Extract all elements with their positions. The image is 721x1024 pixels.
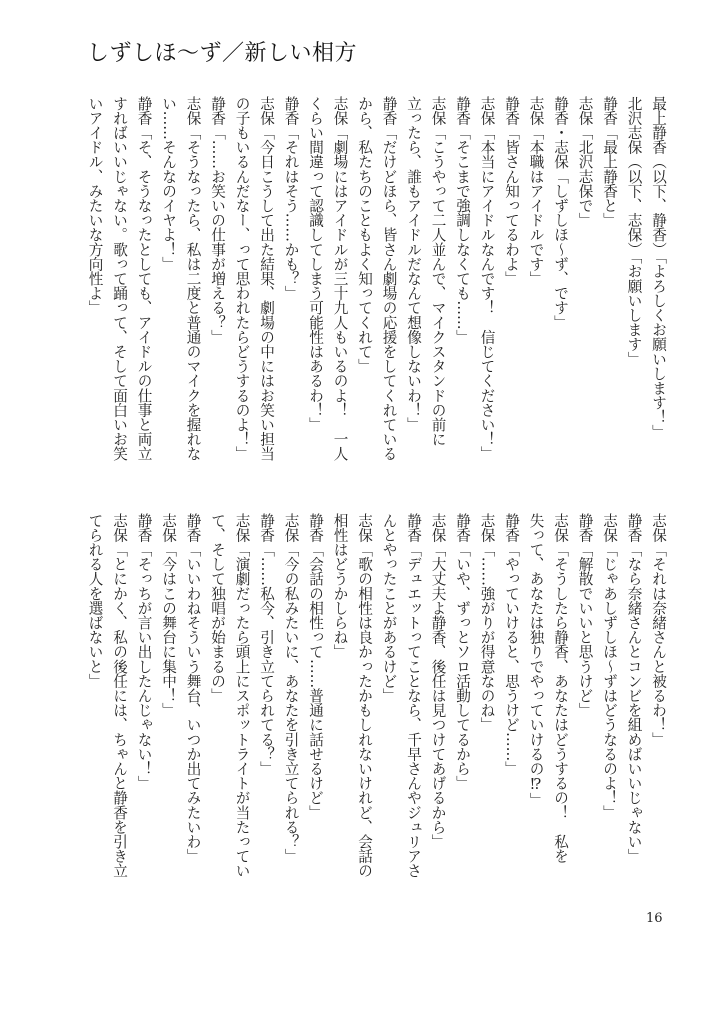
text-line: んとやったことがあるけど」 xyxy=(380,513,398,703)
text-line: 静香「だけどほら、皆さん劇場の応援をしてくれている xyxy=(380,96,398,461)
text-line: 静香「なら奈緒さんとコンビを組めばいいじゃない」 xyxy=(625,513,643,864)
text-line: 静香「解散でいいと思うけど」 xyxy=(576,513,594,718)
text-line: の子もいるんだなー、って思われたらどうするのよ！」 xyxy=(233,96,251,461)
text-line: いアイドル、みたいな方向性よ」 xyxy=(86,96,104,315)
text-line: 静香「そこまで強調しなくても……」 xyxy=(454,96,471,345)
text-line: 最上静香（以下、静香）「よろしくお願いします！」 xyxy=(650,96,667,440)
text-line: 志保「そうしたら静香、あなたはどうするの！ 私を xyxy=(552,513,569,864)
text-line: 静香「そっちが言い出したんじゃない！」 xyxy=(135,513,153,791)
text-line: 静香「……お笑いの仕事が増える？」 xyxy=(209,96,226,345)
text-line: 立ったら、誰もアイドルだなんて想像しないわ！」 xyxy=(405,96,422,432)
page-title: しずしほ〜ず／新しい相方 xyxy=(87,41,358,66)
text-line: 静香「最上静香と」 xyxy=(601,96,618,228)
text-line: 志保「演劇だったら頭上にスポットライトが当たってい xyxy=(233,513,251,878)
text-line: 静香「そ、そうなったとしても、アイドルの仕事と両立 xyxy=(135,96,153,461)
text-line: てられる人を選ばないと」 xyxy=(86,513,104,689)
text-line: い……そんなのイヤよ！」 xyxy=(160,96,177,272)
text-line: 志保「それは奈緒さんと被るわ！」 xyxy=(650,513,667,747)
page-number: 16 xyxy=(646,911,663,926)
text-line: 失って、あなたは独りでやっていけるの⁉」 xyxy=(527,513,545,808)
text-line: 静香「いいわねそういう舞台、いつか出てみたいわ」 xyxy=(184,513,202,864)
text-line: 志保「そうなったら、私は二度と普通のマイクを握れな xyxy=(184,96,202,461)
text-line: て、そして独唱が始まるの」 xyxy=(209,513,226,703)
text-line: 静香「皆さん知ってるわよ」 xyxy=(503,96,520,286)
text-line: 志保「じゃあしずしほ〜ずはどうなるのよ！」 xyxy=(601,513,618,820)
text-line: 志保「北沢志保で」 xyxy=(576,96,594,228)
text-line: 志保「とにかく、私の後任には、ちゃんと静香を引き立 xyxy=(111,513,128,878)
text-line: くらい間違って認識してしまう可能性はあるわ！」 xyxy=(307,96,324,432)
text-line: 志保「今はこの舞台に集中！」 xyxy=(160,513,177,718)
text-line: 志保「歌の相性は良かったかもしれないけれど、会話の xyxy=(356,513,373,878)
text-line: 志保「今日こうして出た結果、劇場の中にはお笑い担当 xyxy=(258,96,275,461)
text-line: 相性はどうかしらね」 xyxy=(331,513,349,659)
text-block-top xyxy=(82,96,670,486)
text-line: 志保「今の私みたいに、あなたを引き立てられる？」 xyxy=(282,513,300,864)
text-line: 静香「……私今、引き立てられてる？」 xyxy=(258,513,275,776)
text-line: 志保「本当にアイドルなんです！ 信じてください！」 xyxy=(478,96,496,461)
text-line: 静香「会話の相性って……普通に話せるけど」 xyxy=(307,513,324,820)
text-line: 北沢志保（以下、志保）「お願いします」 xyxy=(625,96,643,367)
text-line: すればいいじゃない。歌って踊って、そして面白いお笑 xyxy=(111,96,128,461)
text-line: 志保「劇場にはアイドルが三十九人もいるのよ！ 一人 xyxy=(331,96,349,461)
text-line: 静香「いや、ずっとソロ活動してるから」 xyxy=(454,513,471,791)
text-line: 志保「大丈夫よ静香、後任は見つけてあげるから」 xyxy=(429,513,447,849)
text-line: 静香・志保「しずしほ〜ず、です」 xyxy=(552,96,569,330)
text-line: 静香「それはそう……かも？」 xyxy=(282,96,300,301)
text-line: 志保「こうやって二人並んで、マイクスタンドの前に xyxy=(429,96,447,447)
text-block-bottom xyxy=(82,513,670,903)
text-line: から、私たちのこともよく知ってくれて」 xyxy=(356,96,373,374)
text-line: 志保「本職はアイドルです」 xyxy=(527,96,545,286)
text-line: 志保「……強がりが得意なのね」 xyxy=(478,513,496,732)
text-line: 静香「デュエットってことなら、千早さんやジュリアさ xyxy=(405,513,422,878)
text-line: 静香「やっていけると、思うけど……」 xyxy=(503,513,520,776)
